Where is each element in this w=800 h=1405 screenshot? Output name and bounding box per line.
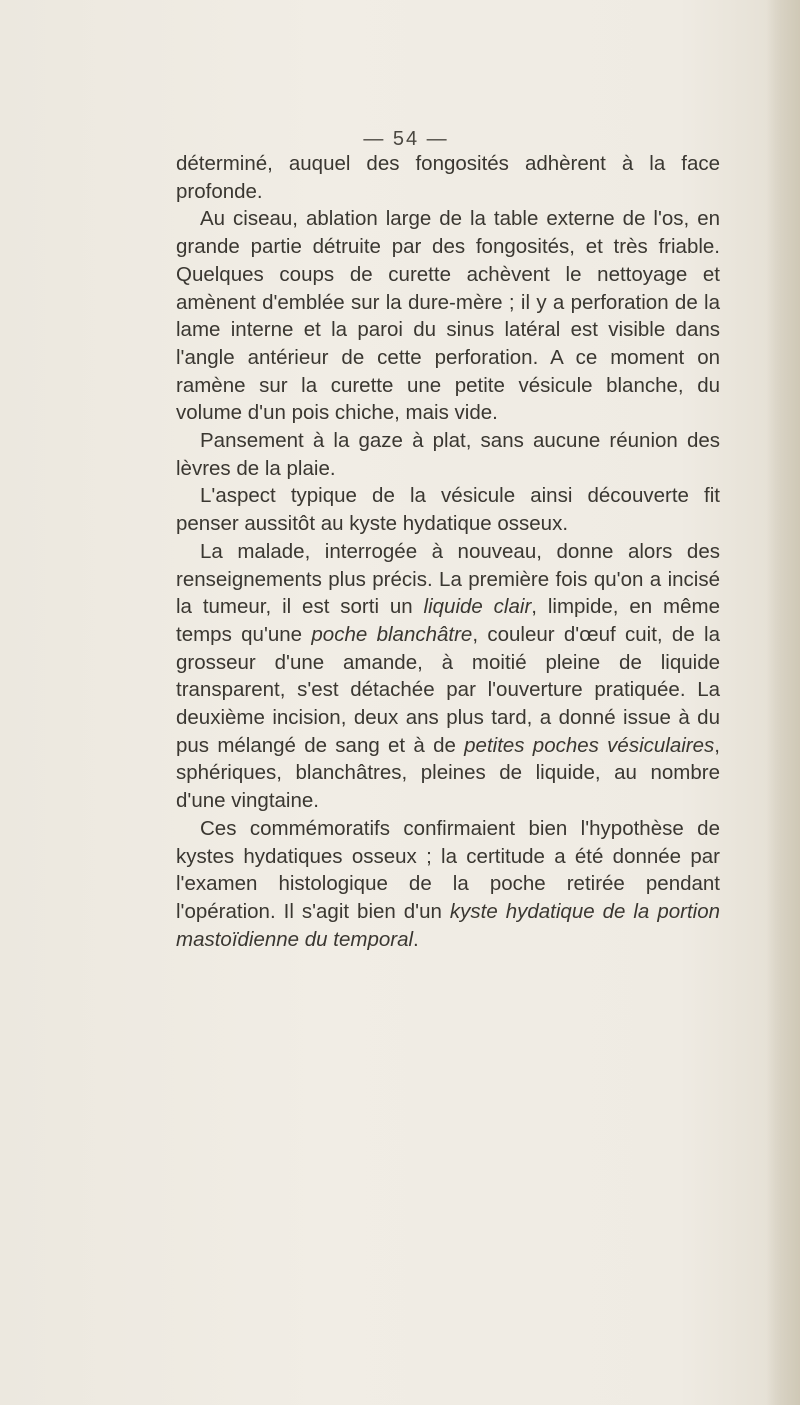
paragraph-conclusion	[176, 815, 720, 954]
paragraph-chisel-ablation	[176, 205, 720, 427]
text-run: Ces commémoratifs confirmaient bien l'hypothèse de kystes hydatiques osseux ; la certitude a été donnée par l'examen histologique de la poche retirée pendant l'opération. Il s'agit bien d'un	[176, 816, 720, 923]
text-run: La malade, interrogée à nouveau, donne alors des renseignements plus précis. La première fois qu'on a incisé la tumeur, il est sorti un	[176, 539, 720, 619]
text-run: Pansement à la gaze à plat, sans aucune réunion des lèvres de la plaie.	[176, 429, 720, 480]
italic-term-poche-blanchatre: poche blanchâtre	[311, 622, 473, 646]
text-run: déterminé, auquel des fongosités adhèrent à la face profonde.	[176, 152, 720, 203]
italic-term-liquide-clair: liquide clair	[423, 595, 532, 619]
text-run: , limpide, en même temps qu'une	[176, 595, 720, 646]
paragraph-continuation	[176, 150, 720, 205]
text-run: L'aspect typique de la vésicule ainsi découverte fit penser aussitôt au kyste hydatique osseux.	[176, 484, 720, 536]
text-run: , sphériques, blanchâtres, pleines de liquide, au nombre d'une vingtaine.	[176, 733, 720, 813]
text-run: Au ciseau, ablation large de la table externe de l'os, en grande partie détruite par des fongosités, et très friable. Quelques coups de curette achèvent le nettoyage et amènent d'emblée sur la dure-mère ; il y a perforation de la lame interne et la paroi du sinus latéral est visible dans l'angle antérieur de cette perforation. A ce moment on ramène sur la curette une petite vésicule blanche, du volume d'un pois chiche, mais vide.	[176, 207, 720, 425]
paragraph-dressing	[176, 427, 720, 482]
text-run: , couleur d'œuf cuit, de la grosseur d'une amande, à moitié pleine de liquide transparent, s'est détachée par l'ouverture pratiquée. La deuxième incision, deux ans plus tard, a donné issue à du pus mélangé de sang et à de	[176, 622, 720, 757]
paragraph-patient-history	[176, 538, 720, 815]
page-edge-shadow	[766, 0, 800, 1405]
paragraph-typical-aspect	[176, 482, 720, 537]
page-number: — 54 —	[363, 128, 449, 150]
italic-term-diagnosis: kyste hydatique de la portion mastoïdienne du temporal	[176, 899, 720, 951]
text-run: .	[413, 927, 419, 951]
italic-term-petites-poches: petites poches vésiculaires	[464, 733, 715, 757]
body-text	[176, 150, 720, 953]
